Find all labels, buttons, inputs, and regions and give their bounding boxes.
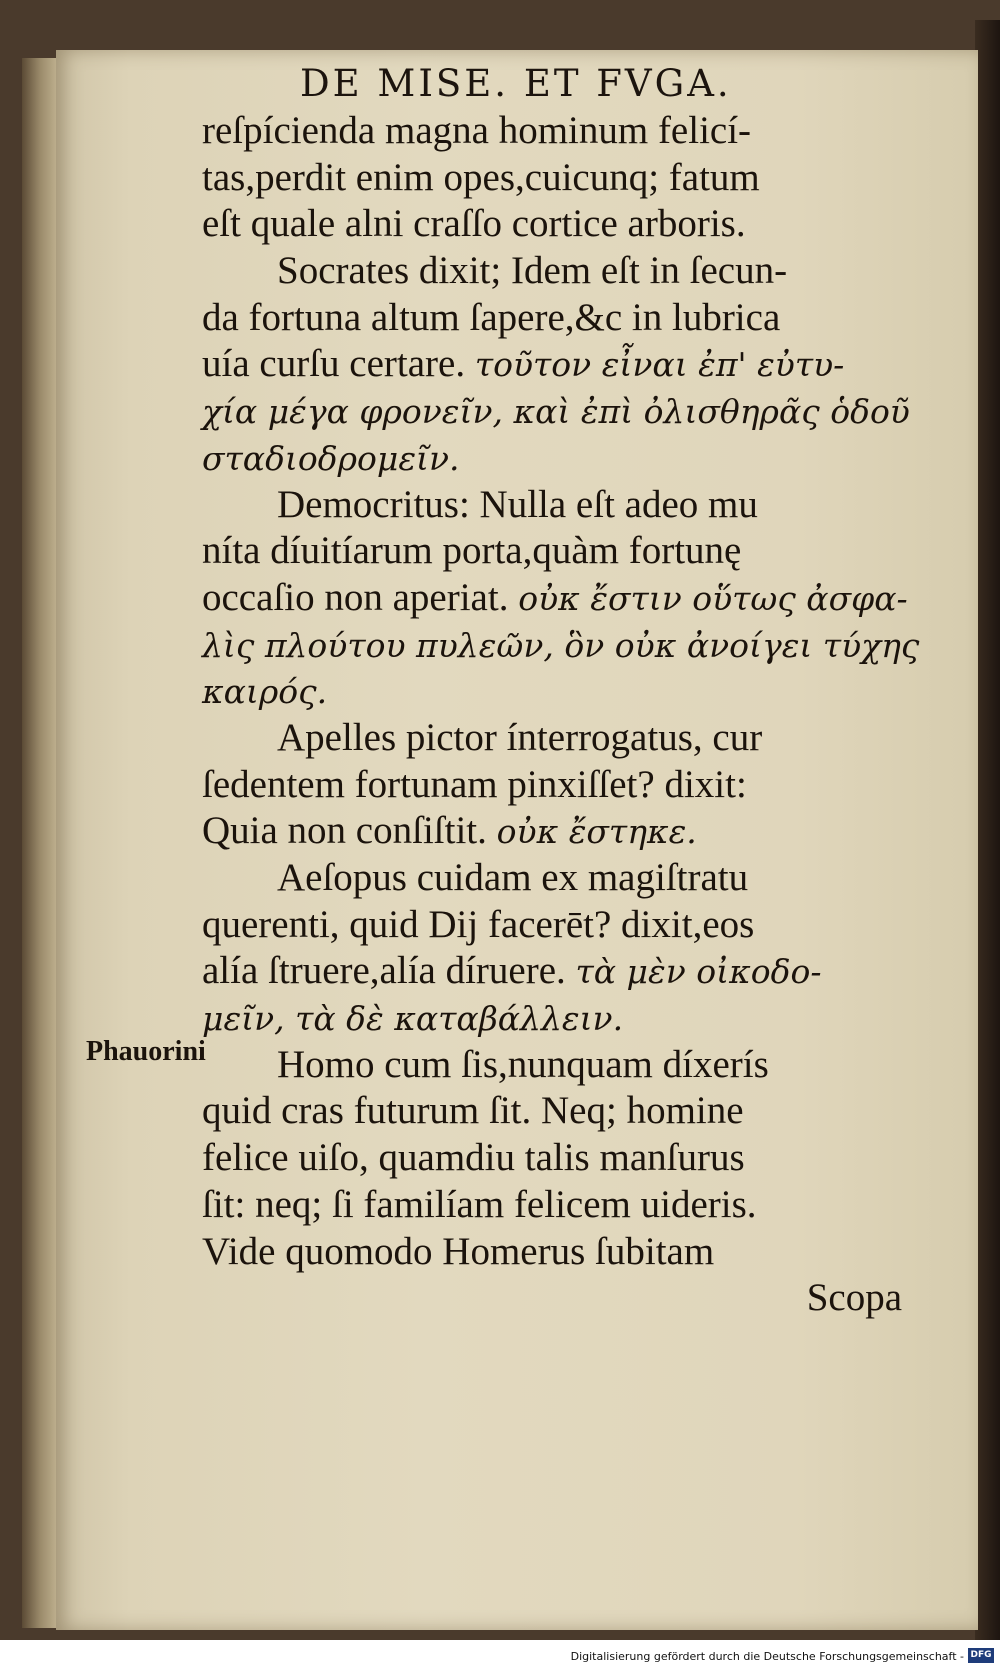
text-line-content: felice uiſo, quamdiu talis manſurus (202, 1136, 745, 1180)
text-line (202, 948, 902, 995)
text-line-content: eſt quale alni craſſo cortice arboris. (202, 202, 746, 246)
text-line (202, 108, 902, 155)
greek-text: σταδιοδρομεῖν. (202, 438, 460, 478)
greek-text: μεῖν, τὰ δὲ καταβάλλειν. (202, 999, 624, 1039)
greek-text: τὰ μὲν οἰκοδο- (575, 952, 822, 992)
text-line-content: quid cras futurum ſit. Neq; homine (202, 1089, 744, 1133)
text-line-content: Socrates dixit; Idem eſt in ſecun- (277, 249, 788, 293)
text-line (202, 201, 902, 248)
text-line-content: alía ſtruere,alía díruere. (202, 949, 566, 993)
text-line-content: uía curſu certare. (202, 342, 466, 386)
text-line (202, 482, 902, 529)
text-line (202, 995, 902, 1042)
text-line-content: occaſio non aperiat. (202, 575, 509, 619)
text-line-content: ſedentem fortunam pinxiſſet? dixit: (202, 762, 747, 806)
text-line-content: Vide quomodo Homerus ſubitam (202, 1229, 715, 1273)
text-line (202, 248, 902, 295)
text-line (202, 575, 908, 622)
text-line (202, 155, 902, 202)
footer-credit: Digitalisierung gefördert durch die Deutsche Forschungsgemeinschaft - (570, 1650, 964, 1663)
text-line-content: da fortuna altum ſapere,&c in lubrica (202, 295, 781, 339)
text-line (202, 668, 902, 715)
text-line (202, 1229, 902, 1276)
text-line (202, 341, 902, 388)
text-line (202, 1182, 902, 1229)
text-line-content: níta díuitíarum porta,quàm fortunę (202, 529, 742, 573)
main-text (202, 108, 920, 1322)
greek-text: λὶς πλούτου πυλεῶν, ὃν οὐκ ἀνοίγει τύχης (202, 625, 920, 665)
text-line (202, 808, 902, 855)
greek-text: οὐκ ἔστηκε. (496, 812, 697, 852)
text-line (202, 902, 902, 949)
text-line (202, 762, 902, 809)
text-line (202, 1042, 902, 1089)
text-line (202, 855, 902, 902)
greek-text: χία μέγα φρονεῖν, καὶ ἐπὶ ὀλισθηρᾶς ὁδοῦ (202, 392, 910, 432)
footer-bar (0, 1640, 1000, 1672)
text-line-content: querenti, quid Dij facerēt? dixit,eos (202, 902, 755, 946)
text-line-content: Aeſopus cuidam ex magiſtratu (277, 856, 749, 899)
catchword (202, 1275, 902, 1322)
text-line-content: ſit: neq; ſi familíam felicem uideris. (202, 1182, 757, 1226)
text-line (202, 622, 920, 669)
greek-text: οὐκ ἔστιν οὕτως ἀσφα- (518, 578, 908, 618)
catchword-text: Scopa (806, 1276, 902, 1320)
text-line-content: Quia non conſiſtit. (202, 809, 487, 853)
text-line-content: Apelles pictor ínterrogatus, cur (277, 715, 763, 759)
text-line (202, 295, 902, 342)
text-line (202, 1088, 902, 1135)
marginal-note: Phauorini (86, 1036, 206, 1067)
greek-text: τοῦτον εἶναι ἐπ' εὐτυ- (474, 345, 845, 385)
text-line-content: reſpícienda magna hominum felicí- (202, 109, 752, 152)
dfg-logo-icon: DFG (968, 1648, 994, 1663)
text-line-content: tas,perdit enim opes,cuicunq; fatum (202, 155, 760, 199)
greek-text: καιρός. (202, 672, 328, 712)
text-line (202, 528, 902, 575)
running-head: DE MISE. ET FVGA. (300, 62, 732, 105)
text-line (202, 388, 910, 435)
text-line (202, 1135, 902, 1182)
text-line (202, 715, 902, 762)
text-line (202, 435, 902, 482)
book-binding-edge (975, 20, 1000, 1640)
text-line-content: Homo cum ſis,nunquam díxerís (277, 1042, 769, 1086)
text-line-content: Democritus: Nulla eſt adeo mu (277, 482, 758, 526)
